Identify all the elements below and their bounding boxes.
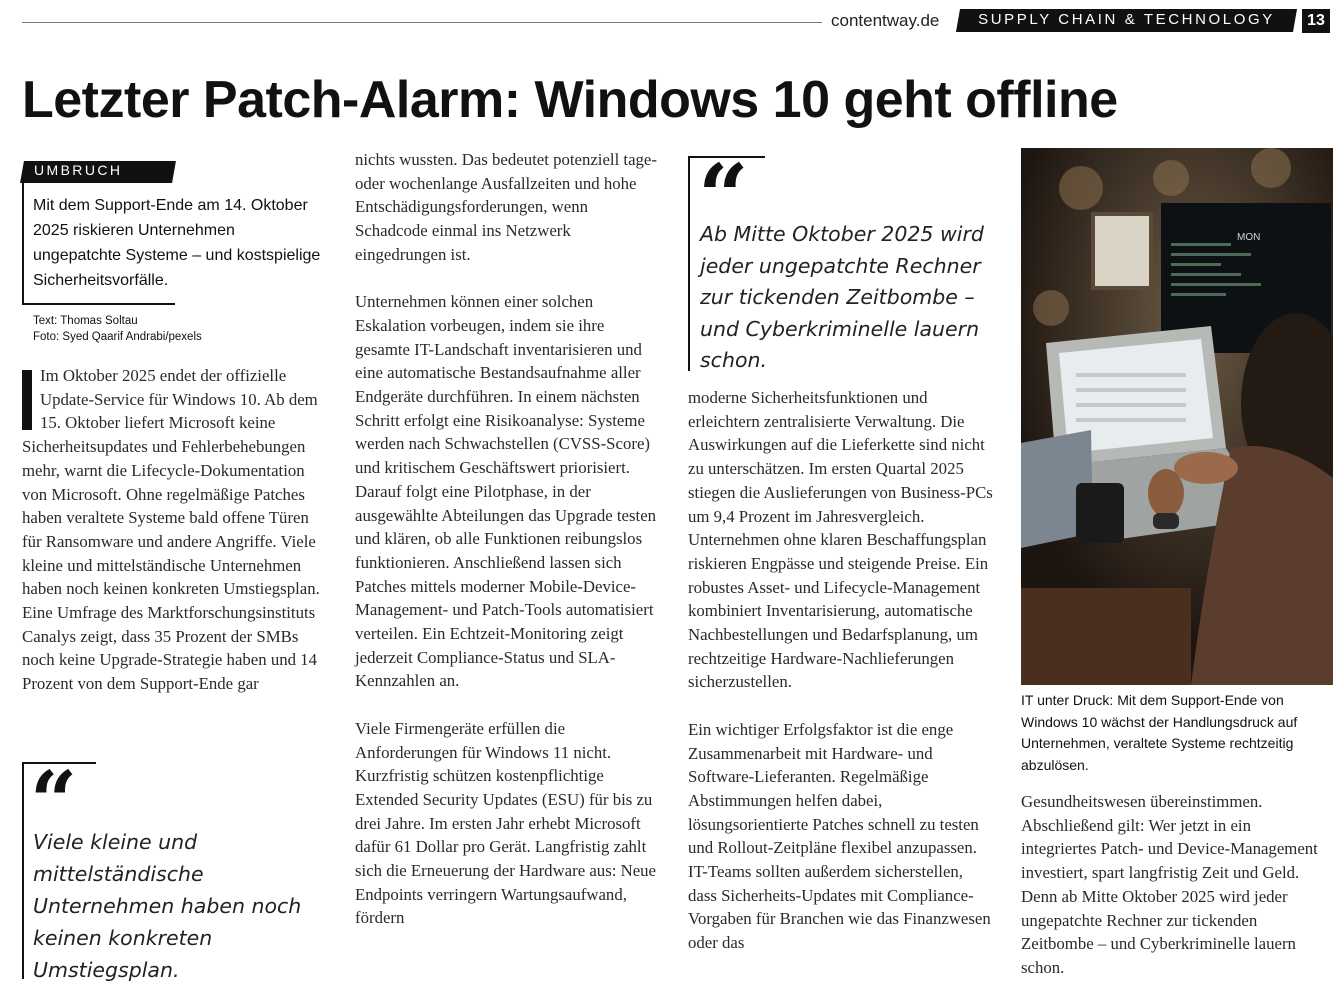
- kicker: UMBRUCH: [34, 162, 123, 178]
- body-paragraph: nichts wussten. Das bedeutet potenziell tage- oder wochenlange Ausfallzeiten und hohe Entschädigungsforderungen, wenn Schadcode einmal ins Netzwerk eingedrungen ist.: [355, 150, 657, 264]
- headline: Letzter Patch-Alarm: Windows 10 geht offline: [22, 71, 1118, 129]
- body-paragraph: moderne Sicherheitsfunktionen und erleichtern zentralisierte Verwaltung. Die Auswirkungen auf die Lieferkette sind nicht zu unterschätzen. Im ersten Quartal 2025 stiegen die Auslieferungen von Business-PCs um 9,4 Prozent im Jahresvergleich. Unternehmen ohne klaren Beschaffungsplan riskieren Engpässe und steigende Preise. Ein robustes Asset- und Lifecycle-Management kombiniert Inventarisierung, automatische Nachbestellungen und Bedarfsplanung, um rechtzeitige Hardware-Nachlieferungen sicherzustellen.: [688, 388, 993, 692]
- quote-vertical-rule: [688, 156, 690, 371]
- photo-caption: IT unter Druck: Mit dem Support-Ende von Windows 10 wächst der Handlungsdruck auf Unternehmen, veraltete Systeme rechtzeitig abzulösen.: [1021, 692, 1298, 773]
- quote-mark-icon: “: [30, 754, 78, 850]
- quote-mark-icon: “: [698, 144, 749, 248]
- body-paragraph: Im Oktober 2025 endet der offizielle Update-Service für Windows 10. Ab dem 15. Oktober liefert Microsoft keine Sicherheitsupdates und Fehlerbehebungen mehr, warnt die Lifecycle-Dokumentation von Microsoft. Ohne regelmäßige Patches haben veraltete Systeme bald offene Türen für Ransomware und andere Angriffe. Viele kleine und mittelständische Unternehmen haben noch keinen konkreten Umstiegsplan. Eine Umfrage des Marktforschungsinstituts Canalys zeigt, dass 35 Prozent der SMBs noch keine Upgrade-Strategie haben und 14 Prozent von dem Support-Ende gar: [22, 366, 320, 694]
- quote-text: Viele kleine und mittelständische Unternehmen haben noch keinen konkreten Umstiegsplan.: [33, 830, 302, 982]
- author-credit: Text: Thomas Soltau: [33, 315, 138, 327]
- credits: [33, 313, 202, 345]
- body-paragraph: Ein wichtiger Erfolgsfaktor ist die enge Zusammenarbeit mit Hardware- und Software-Lieferanten. Regelmäßige Abstimmungen helfen dabei, lösungsorientierte Patches schnell zu testen und Rollout-Zeitpläne flexibel anzupassen. IT-Teams sollten außerdem sicherstellen, dass Sicherheits-Updates mit Compliance-Vorgaben für Branchen wie das Finanzwesen oder das: [688, 719, 991, 953]
- body-column-2: [355, 148, 663, 954]
- photo-illustration: [1021, 148, 1333, 685]
- body-paragraph: Gesundheitswesen übereinstimmen. Abschließend gilt: Wer jetzt in ein integriertes Patch- und Device-Management investiert, spart langfristig Zeit und Geld. Denn ab Mitte Oktober 2025 wird jeder ungepatchte Rechner zur tickenden Zeitbombe – und Cyberkriminelle lauern schon.: [1021, 792, 1318, 977]
- body-column-1: [22, 364, 327, 720]
- pull-quote-2: [22, 754, 332, 982]
- body-column-4: [1021, 790, 1329, 1003]
- article-photo: [1021, 148, 1333, 685]
- quote-text: Ab Mitte Oktober 2025 wird jeder ungepatchte Rechner zur tickenden Zeitbombe – und Cyberkriminelle lauern schon.: [700, 222, 984, 372]
- body-paragraph: Unternehmen können einer solchen Eskalation vorbeugen, indem sie ihre gesamte IT-Landschaft inventarisieren und eine automatische Bestandsaufnahme aller Endgeräte durchführen. In einem nächsten Schritt erfolgt eine Risikoanalyse: Systeme werden nach Schwachstellen (CVSS-Score) und kritischem Geschäftswert priorisiert. Darauf folgt eine Pilotphase, in der ausgewählte Abteilungen das Upgrade testen und klären, ob alle Funktionen reibungslos funktionieren. Anschließend lassen sich Patches mittels moderner Mobile-Device-Management- und Patch-Tools automatisiert verteilen. Ein Echtzeit-Monitoring zeigt jederzeit Compliance-Status und SLA-Kennzahlen an.: [355, 292, 657, 691]
- header-rule: [22, 22, 822, 23]
- section-label: SUPPLY CHAIN & TECHNOLOGY: [978, 11, 1275, 28]
- photo-credit: Foto: Syed Qaarif Andrabi/pexels: [33, 331, 202, 343]
- pull-quote-1: [688, 144, 998, 372]
- quote-vertical-rule: [22, 762, 24, 979]
- screen-label: MON: [1237, 232, 1261, 243]
- page-number: 13: [1302, 9, 1330, 33]
- lead-text: Mit dem Support-Ende am 14. Oktober 2025 riskieren Unternehmen ungepatchte Systeme – und kostspielige Sicherheitsvorfälle.: [33, 197, 321, 289]
- lead-rule: [22, 303, 175, 305]
- body-column-3: [688, 386, 996, 979]
- dropcap-bar: [22, 370, 32, 430]
- site-name[interactable]: contentway.de: [831, 11, 940, 30]
- body-paragraph: Viele Firmengeräte erfüllen die Anforderungen für Windows 11 nicht. Kurzfristig schützen kostenpflichtige Extended Security Updates (ESU) für bis zu drei Jahre. Im ersten Jahr erhebt Microsoft dafür 61 Dollar pro Gerät. Langfristig zahlt sich die Erneuerung der Hardware aus: Neue Endpoints verringern Wartungsaufwand, fördern: [355, 718, 656, 928]
